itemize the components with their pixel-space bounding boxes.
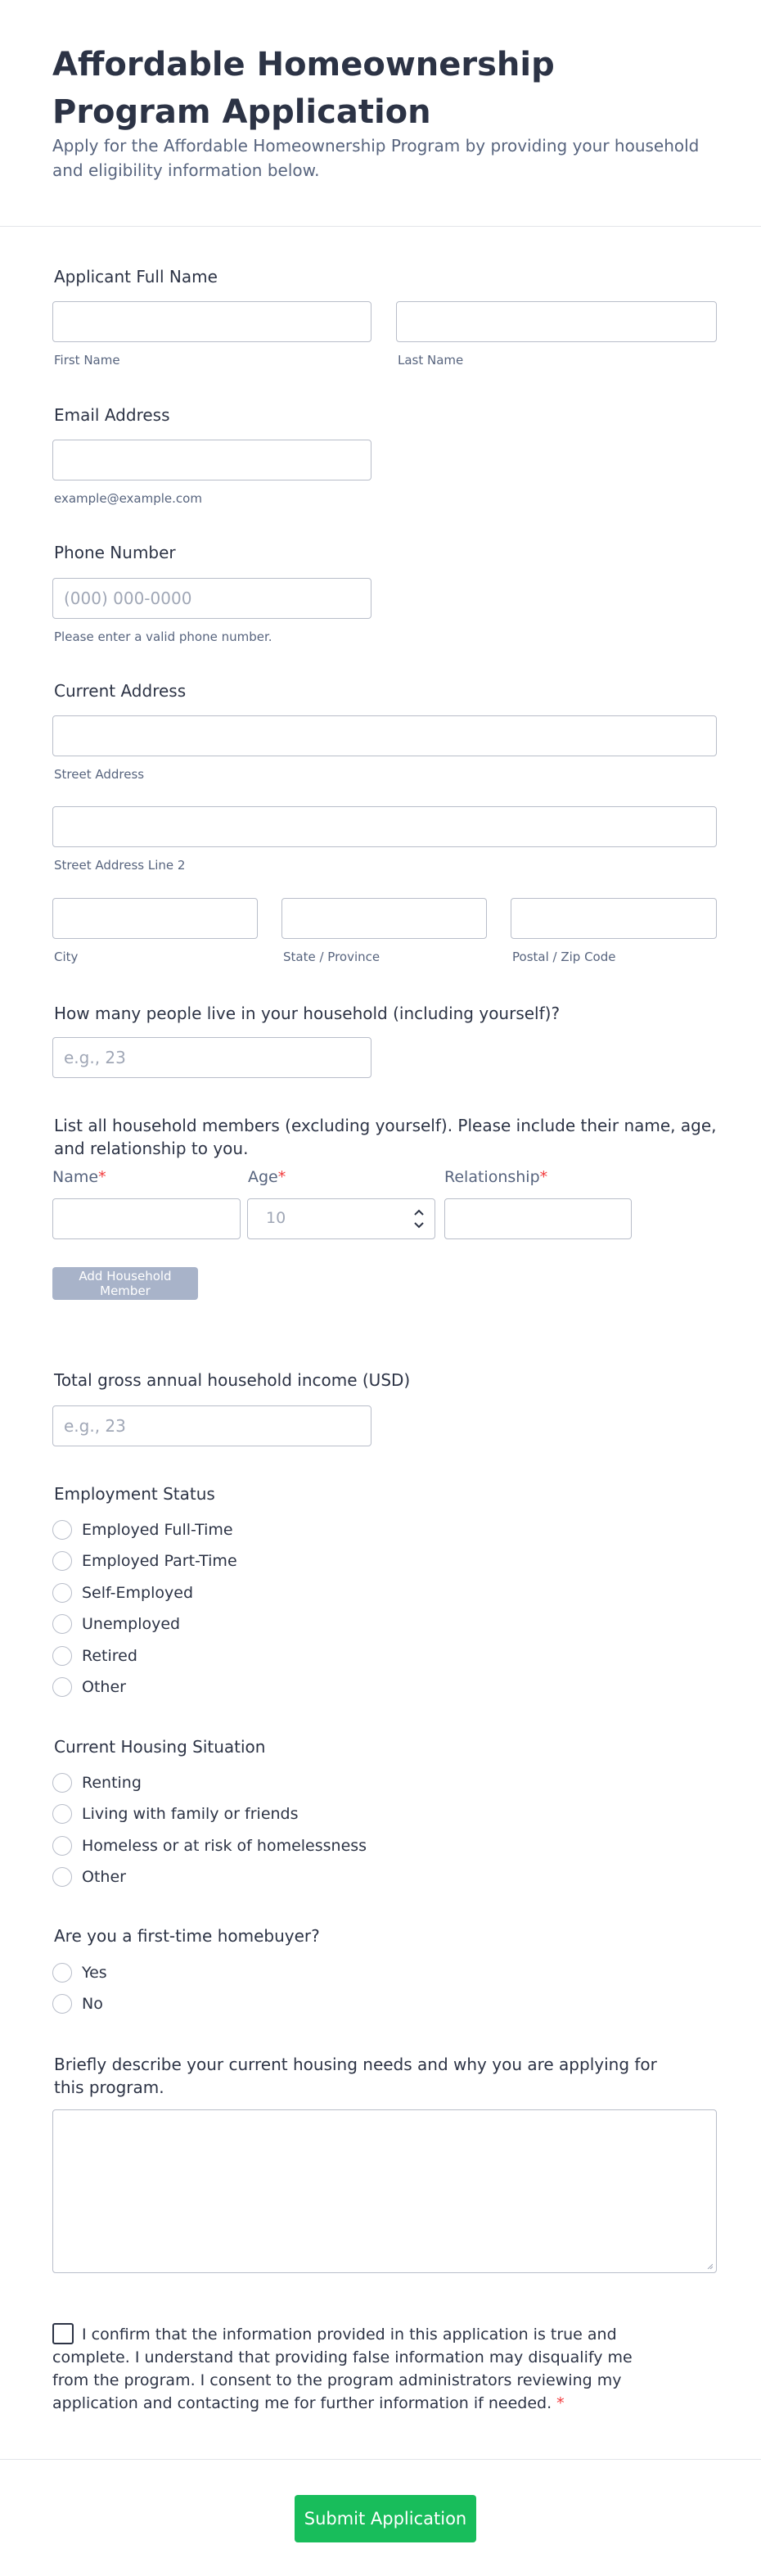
employment-label: Employment Status — [54, 1484, 215, 1504]
first-time-option-no[interactable]: No — [52, 1992, 103, 2015]
radio-circle[interactable] — [52, 1867, 72, 1887]
radio-circle[interactable] — [52, 1677, 72, 1697]
form-subtitle: Apply for the Affordable Homeownership Program by providing your household and eligibility information below. — [52, 136, 700, 180]
submit-button[interactable]: Submit Application — [295, 2495, 476, 2542]
radio-circle[interactable] — [52, 1614, 72, 1634]
radio-circle[interactable] — [52, 1804, 72, 1824]
radio-circle[interactable] — [52, 1836, 72, 1856]
form-header — [0, 0, 761, 227]
income-input[interactable] — [52, 1405, 371, 1446]
member-age-column-label: Age* — [248, 1168, 286, 1186]
member-age-placeholder: 10 — [266, 1209, 286, 1227]
phone-label: Phone Number — [54, 543, 176, 562]
consent-required-mark: * — [556, 2394, 565, 2412]
radio-circle[interactable] — [52, 1551, 72, 1571]
member-age-stepper[interactable] — [247, 1198, 435, 1239]
form-title: Affordable Homeownership Program Application — [52, 46, 555, 131]
radio-circle[interactable] — [52, 1963, 72, 1983]
member-name-input[interactable] — [52, 1198, 241, 1239]
city-sublabel: City — [54, 950, 79, 964]
last-name-input[interactable] — [396, 301, 717, 342]
employment-option[interactable]: Employed Part-Time — [52, 1550, 237, 1572]
street-address-2-sublabel: Street Address Line 2 — [54, 858, 186, 873]
employment-option[interactable]: Self-Employed — [52, 1581, 193, 1604]
radio-circle[interactable] — [52, 1773, 72, 1793]
consent-text: I confirm that the information provided in this application is true and complete. I understand that providing false information may disqualify me from the program. I consent to the program administrators reviewing my application and contacting me for further information if needed. — [52, 2326, 633, 2412]
footer-divider — [0, 2459, 761, 2460]
email-help: example@example.com — [54, 491, 202, 506]
employment-option[interactable]: Unemployed — [52, 1613, 180, 1635]
radio-circle[interactable] — [52, 1583, 72, 1603]
consent-checkbox[interactable] — [52, 2323, 74, 2344]
member-name-column-label: Name* — [52, 1168, 106, 1186]
last-name-sublabel: Last Name — [398, 353, 464, 368]
zip-sublabel: Postal / Zip Code — [512, 950, 616, 964]
applicant-name-label: Applicant Full Name — [54, 267, 218, 286]
employment-option[interactable]: Retired — [52, 1644, 137, 1667]
member-relationship-column-label: Relationship* — [444, 1168, 548, 1186]
first-name-sublabel: First Name — [54, 353, 120, 368]
street-address-sublabel: Street Address — [54, 767, 145, 782]
radio-circle[interactable] — [52, 1646, 72, 1666]
first-time-label: Are you a first-time homebuyer? — [54, 1926, 320, 1946]
needs-textarea[interactable] — [52, 2109, 717, 2273]
zip-input[interactable] — [511, 898, 717, 939]
housing-option[interactable]: Living with family or friends — [52, 1802, 299, 1825]
housing-option[interactable]: Homeless or at risk of homelessness — [52, 1834, 367, 1857]
street-address-2-input[interactable] — [52, 806, 717, 847]
phone-help: Please enter a valid phone number. — [54, 629, 272, 644]
household-members-label: List all household members (excluding yourself). Please include their name, age, and relationship to you. — [54, 1116, 717, 1158]
email-label: Email Address — [54, 405, 170, 425]
income-label: Total gross annual household income (USD) — [54, 1370, 411, 1390]
street-address-input[interactable] — [52, 715, 717, 756]
phone-input[interactable] — [52, 578, 371, 619]
radio-circle[interactable] — [52, 1520, 72, 1540]
stepper-arrows-icon[interactable] — [413, 1205, 425, 1233]
state-sublabel: State / Province — [283, 950, 380, 964]
email-input[interactable] — [52, 440, 371, 480]
housing-option[interactable]: Other — [52, 1865, 126, 1888]
address-label: Current Address — [54, 681, 187, 701]
consent-block — [52, 2323, 633, 2415]
member-relationship-input[interactable] — [444, 1198, 632, 1239]
household-count-input[interactable] — [52, 1037, 371, 1078]
housing-label: Current Housing Situation — [54, 1737, 266, 1757]
employment-option[interactable]: Other — [52, 1676, 126, 1699]
add-household-member-button[interactable]: Add Household Member — [52, 1267, 198, 1300]
city-input[interactable] — [52, 898, 258, 939]
household-count-label: How many people live in your household (including yourself)? — [54, 1004, 561, 1023]
needs-label: Briefly describe your current housing needs and why you are applying for this program. — [54, 2055, 657, 2097]
employment-option[interactable]: Employed Full-Time — [52, 1518, 233, 1541]
resize-handle-icon[interactable] — [706, 2262, 713, 2269]
housing-option[interactable]: Renting — [52, 1771, 142, 1794]
first-time-option-yes[interactable]: Yes — [52, 1961, 107, 1984]
first-name-input[interactable] — [52, 301, 371, 342]
radio-circle[interactable] — [52, 1994, 72, 2014]
state-input[interactable] — [281, 898, 487, 939]
